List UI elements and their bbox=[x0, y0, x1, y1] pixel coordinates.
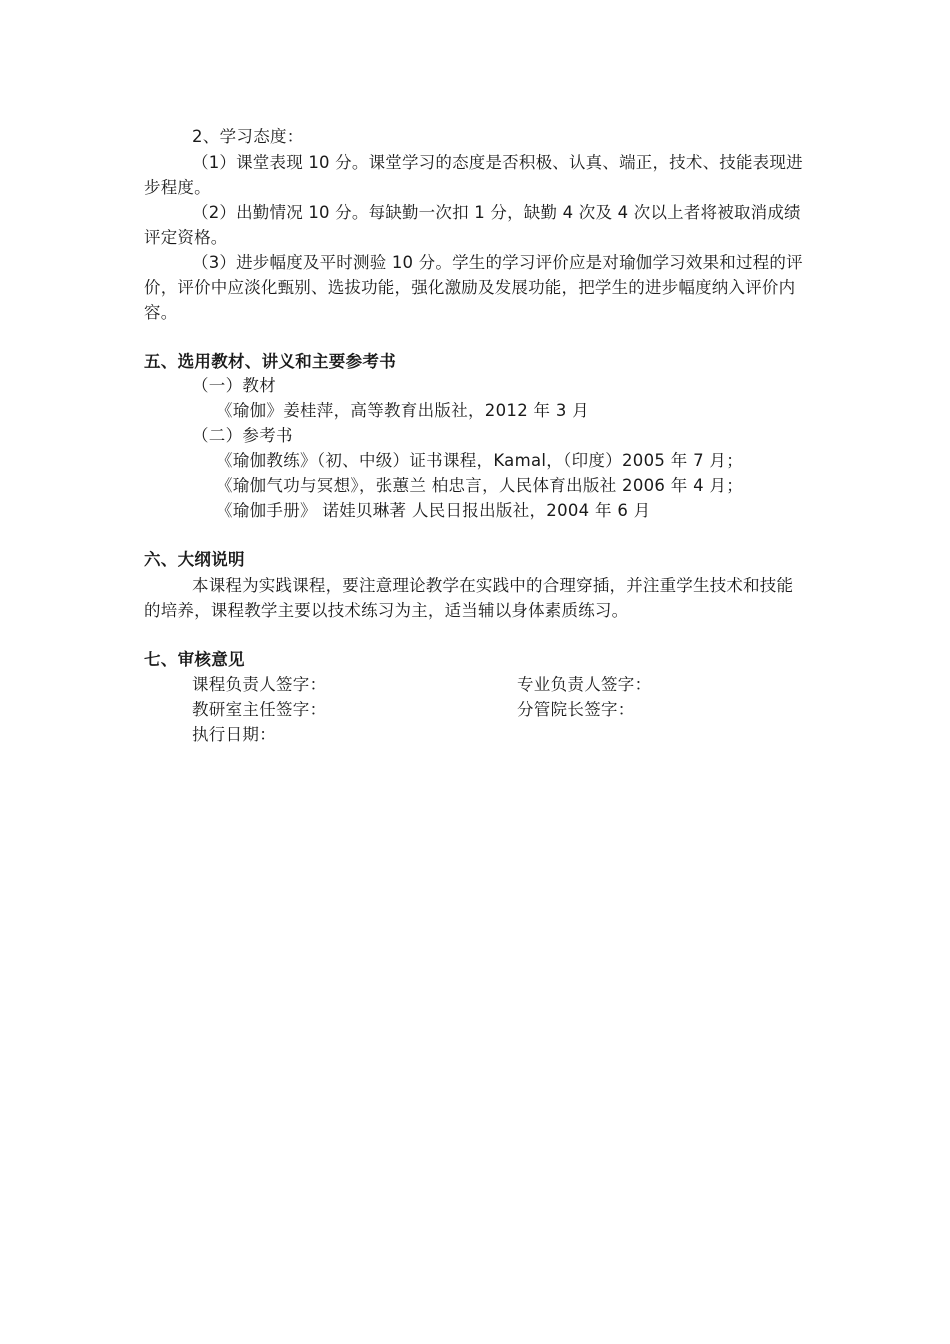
ref-entry: 《瑜伽教练》（初、中级）证书课程，Kamal，（印度）2005 年 7 月； bbox=[216, 451, 744, 470]
dean-signature-label: 分管院长签字： bbox=[517, 700, 635, 719]
course-lead-signature-label: 课程负责人签字： bbox=[192, 675, 327, 694]
ref-entry: 《瑜伽手册》 诺娃贝琳著 人民日报出版社，2004 年 6 月 bbox=[216, 501, 651, 520]
attitude-item-1: （1）课堂表现 10 分。课堂学习的态度是否积极、认真、端正，技术、技能表现进步程度。 bbox=[144, 153, 803, 197]
attitude-item-3: （3）进步幅度及平时测验 10 分。学生的学习评价应是对瑜伽学习效果和过程的评价，评价中应淡化甄别、选拔功能，强化激励及发展功能，把学生的进步幅度纳入评价内容。 bbox=[144, 253, 803, 322]
office-head-signature-label: 教研室主任签字： bbox=[192, 700, 327, 719]
execution-date-label: 执行日期： bbox=[192, 725, 276, 744]
attitude-item-2: （2）出勤情况 10 分。每缺勤一次扣 1 分，缺勤 4 次及 4 次以上者将被取消成绩评定资格。 bbox=[144, 203, 801, 247]
section7-heading: 七、审核意见 bbox=[144, 650, 245, 669]
textbook-label: （一）教材 bbox=[192, 376, 276, 395]
textbook-entry: 《瑜伽》姜桂萍，高等教育出版社，2012 年 3 月 bbox=[216, 401, 590, 420]
section6-body: 本课程为实践课程，要注意理论教学在实践中的合理穿插，并注重学生技术和技能的培养，课程教学主要以技术练习为主，适当辅以身体素质练习。 bbox=[144, 576, 794, 620]
refs-label: （二）参考书 bbox=[192, 426, 293, 445]
ref-entry: 《瑜伽气功与冥想》，张蕙兰 柏忠言，人民体育出版社 2006 年 4 月； bbox=[216, 476, 744, 495]
major-lead-signature-label: 专业负责人签字： bbox=[517, 675, 652, 694]
attitude-title: 2、学习态度： bbox=[192, 127, 304, 146]
section6-heading: 六、大纲说明 bbox=[144, 550, 245, 569]
section5-heading: 五、选用教材、讲义和主要参考书 bbox=[144, 352, 396, 371]
